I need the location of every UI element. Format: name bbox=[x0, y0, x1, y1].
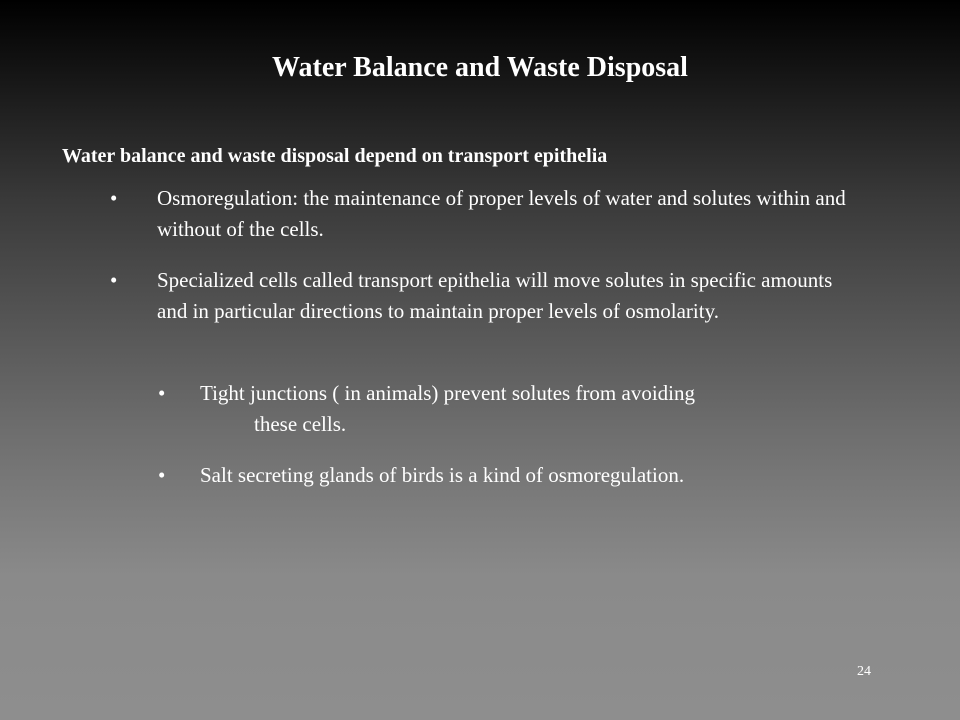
bullet-dot-icon: • bbox=[110, 186, 118, 210]
bullet-text: Osmoregulation: the maintenance of proper levels of water and solutes within and without of the cells. bbox=[157, 186, 846, 241]
bullet-dot-icon: • bbox=[158, 463, 166, 487]
slide-title: Water Balance and Waste Disposal bbox=[272, 52, 688, 83]
bullet-transport-epithelia bbox=[110, 265, 850, 326]
bullet-dot-icon: • bbox=[158, 381, 166, 405]
bullet-text: Specialized cells called transport epithelia will move solutes in specific amounts and in particular directions to maintain proper levels of osmolarity. bbox=[157, 268, 833, 323]
bullet-dot-icon: • bbox=[110, 268, 118, 292]
section-heading: Water balance and waste disposal depend on transport epithelia bbox=[62, 145, 608, 167]
sub-bullet-tight-junctions bbox=[158, 378, 858, 439]
sub-bullet-text-continuation: these cells. bbox=[254, 411, 347, 436]
sub-bullet-text: Tight junctions ( in animals) prevent solutes from avoiding bbox=[200, 381, 696, 405]
page-number: 24 bbox=[857, 664, 871, 679]
bullet-osmoregulation bbox=[110, 183, 850, 244]
sub-bullet-text: Salt secreting glands of birds is a kind of osmoregulation. bbox=[200, 463, 685, 487]
sub-bullet-salt-glands bbox=[158, 460, 858, 491]
